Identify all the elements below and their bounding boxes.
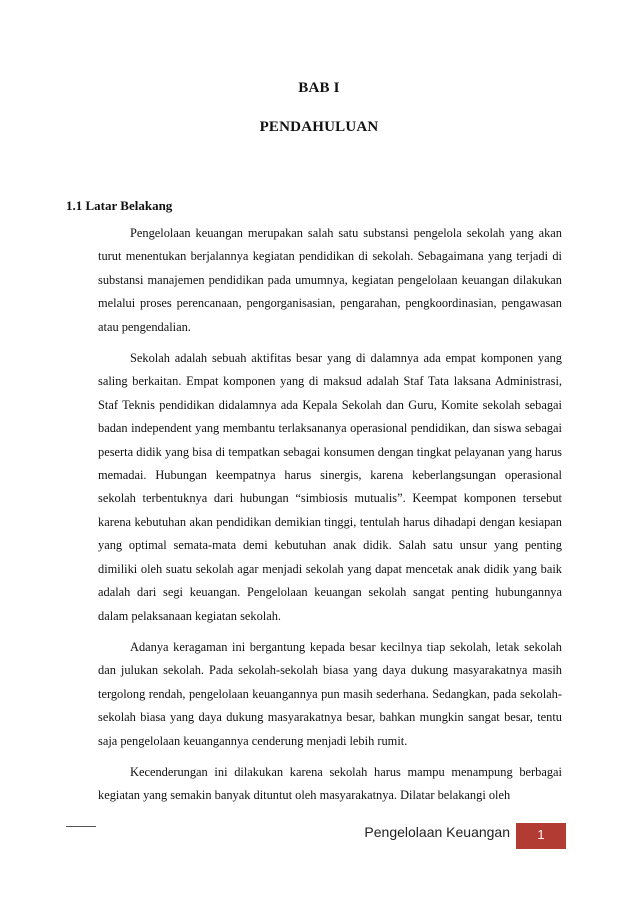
paragraph: Pengelolaan keuangan merupakan salah satu substansi pengelola sekolah yang akan turut menentukan berjalannya kegiatan pendidikan di sekolah. Sebagaimana yang terjadi di substansi manajemen pendidikan pada umumnya, kegiatan pengelolaan keuangan dilakukan melalui proses perencanaan, pengorganisasian, pengarahan, pengkoordinasian, pengawasan atau pengendalian. <box>98 226 562 334</box>
section-heading: 1.1 Latar Belakang <box>66 198 173 213</box>
footer-rule <box>66 826 96 827</box>
paragraph: Adanya keragaman ini bergantung kepada besar kecilnya tiap sekolah, letak sekolah dan julukan sekolah. Pada sekolah-sekolah biasa yang daya dukung masyarakatnya masih tergolong rendah, pengelolaan keuangannya pun masih sederhana. Sedangkan, pada sekolah-sekolah biasa yang daya dukung masyarakatnya besar, bahkan mungkin sangat besar, tentu saja pengelolaan keuangannya cenderung menjadi lebih rumit. <box>98 639 562 748</box>
body-text <box>98 222 562 816</box>
footer-title: Pengelolaan Keuangan <box>364 824 510 840</box>
paragraph: Kecenderungan ini dilakukan karena sekolah harus mampu menampung berbagai kegiatan yang semakin banyak dituntut oleh masyarakatnya. Dilatar belakangi oleh <box>98 764 562 803</box>
chapter-title: PENDAHULUAN <box>259 119 379 135</box>
page-number-badge: 1 <box>516 823 566 849</box>
paragraph: Sekolah adalah sebuah aktifitas besar yang di dalamnya ada empat komponen yang saling berkaitan. Empat komponen yang di maksud adalah Staf Tata laksana Administrasi, Staf Teknis pendidikan didalamnya ada Kepala Sekolah dan Guru, Komite sekolah sebagai badan independent yang membantu terlaksananya operasional pendidikan, dan siswa sebagai peserta didik yang bisa di tempatkan sebagai konsumen dengan tingkat pelayanan yang harus memadai. Hubungan keempatnya harus sinergis, karena keberlangsungan operasional sekolah terbentuknya dari hubungan “simbiosis mutualis”. Keempat komponen tersebut karena kebutuhan akan pendidikan demikian tinggi, tentulah harus dihadapi dengan kesiapan yang optimal semata-mata demi kebutuhan anak didik. Salah satu unsur yang penting dimiliki oleh suatu sekolah agar menjadi sekolah yang dapat mencetak anak didik yang baik adalah dari segi keuangan. Pengelolaan keuangan sekolah sangat penting hubungannya dalam pelaksanaan kegiatan sekolah. <box>98 351 562 623</box>
chapter-heading: BAB I <box>298 80 340 96</box>
